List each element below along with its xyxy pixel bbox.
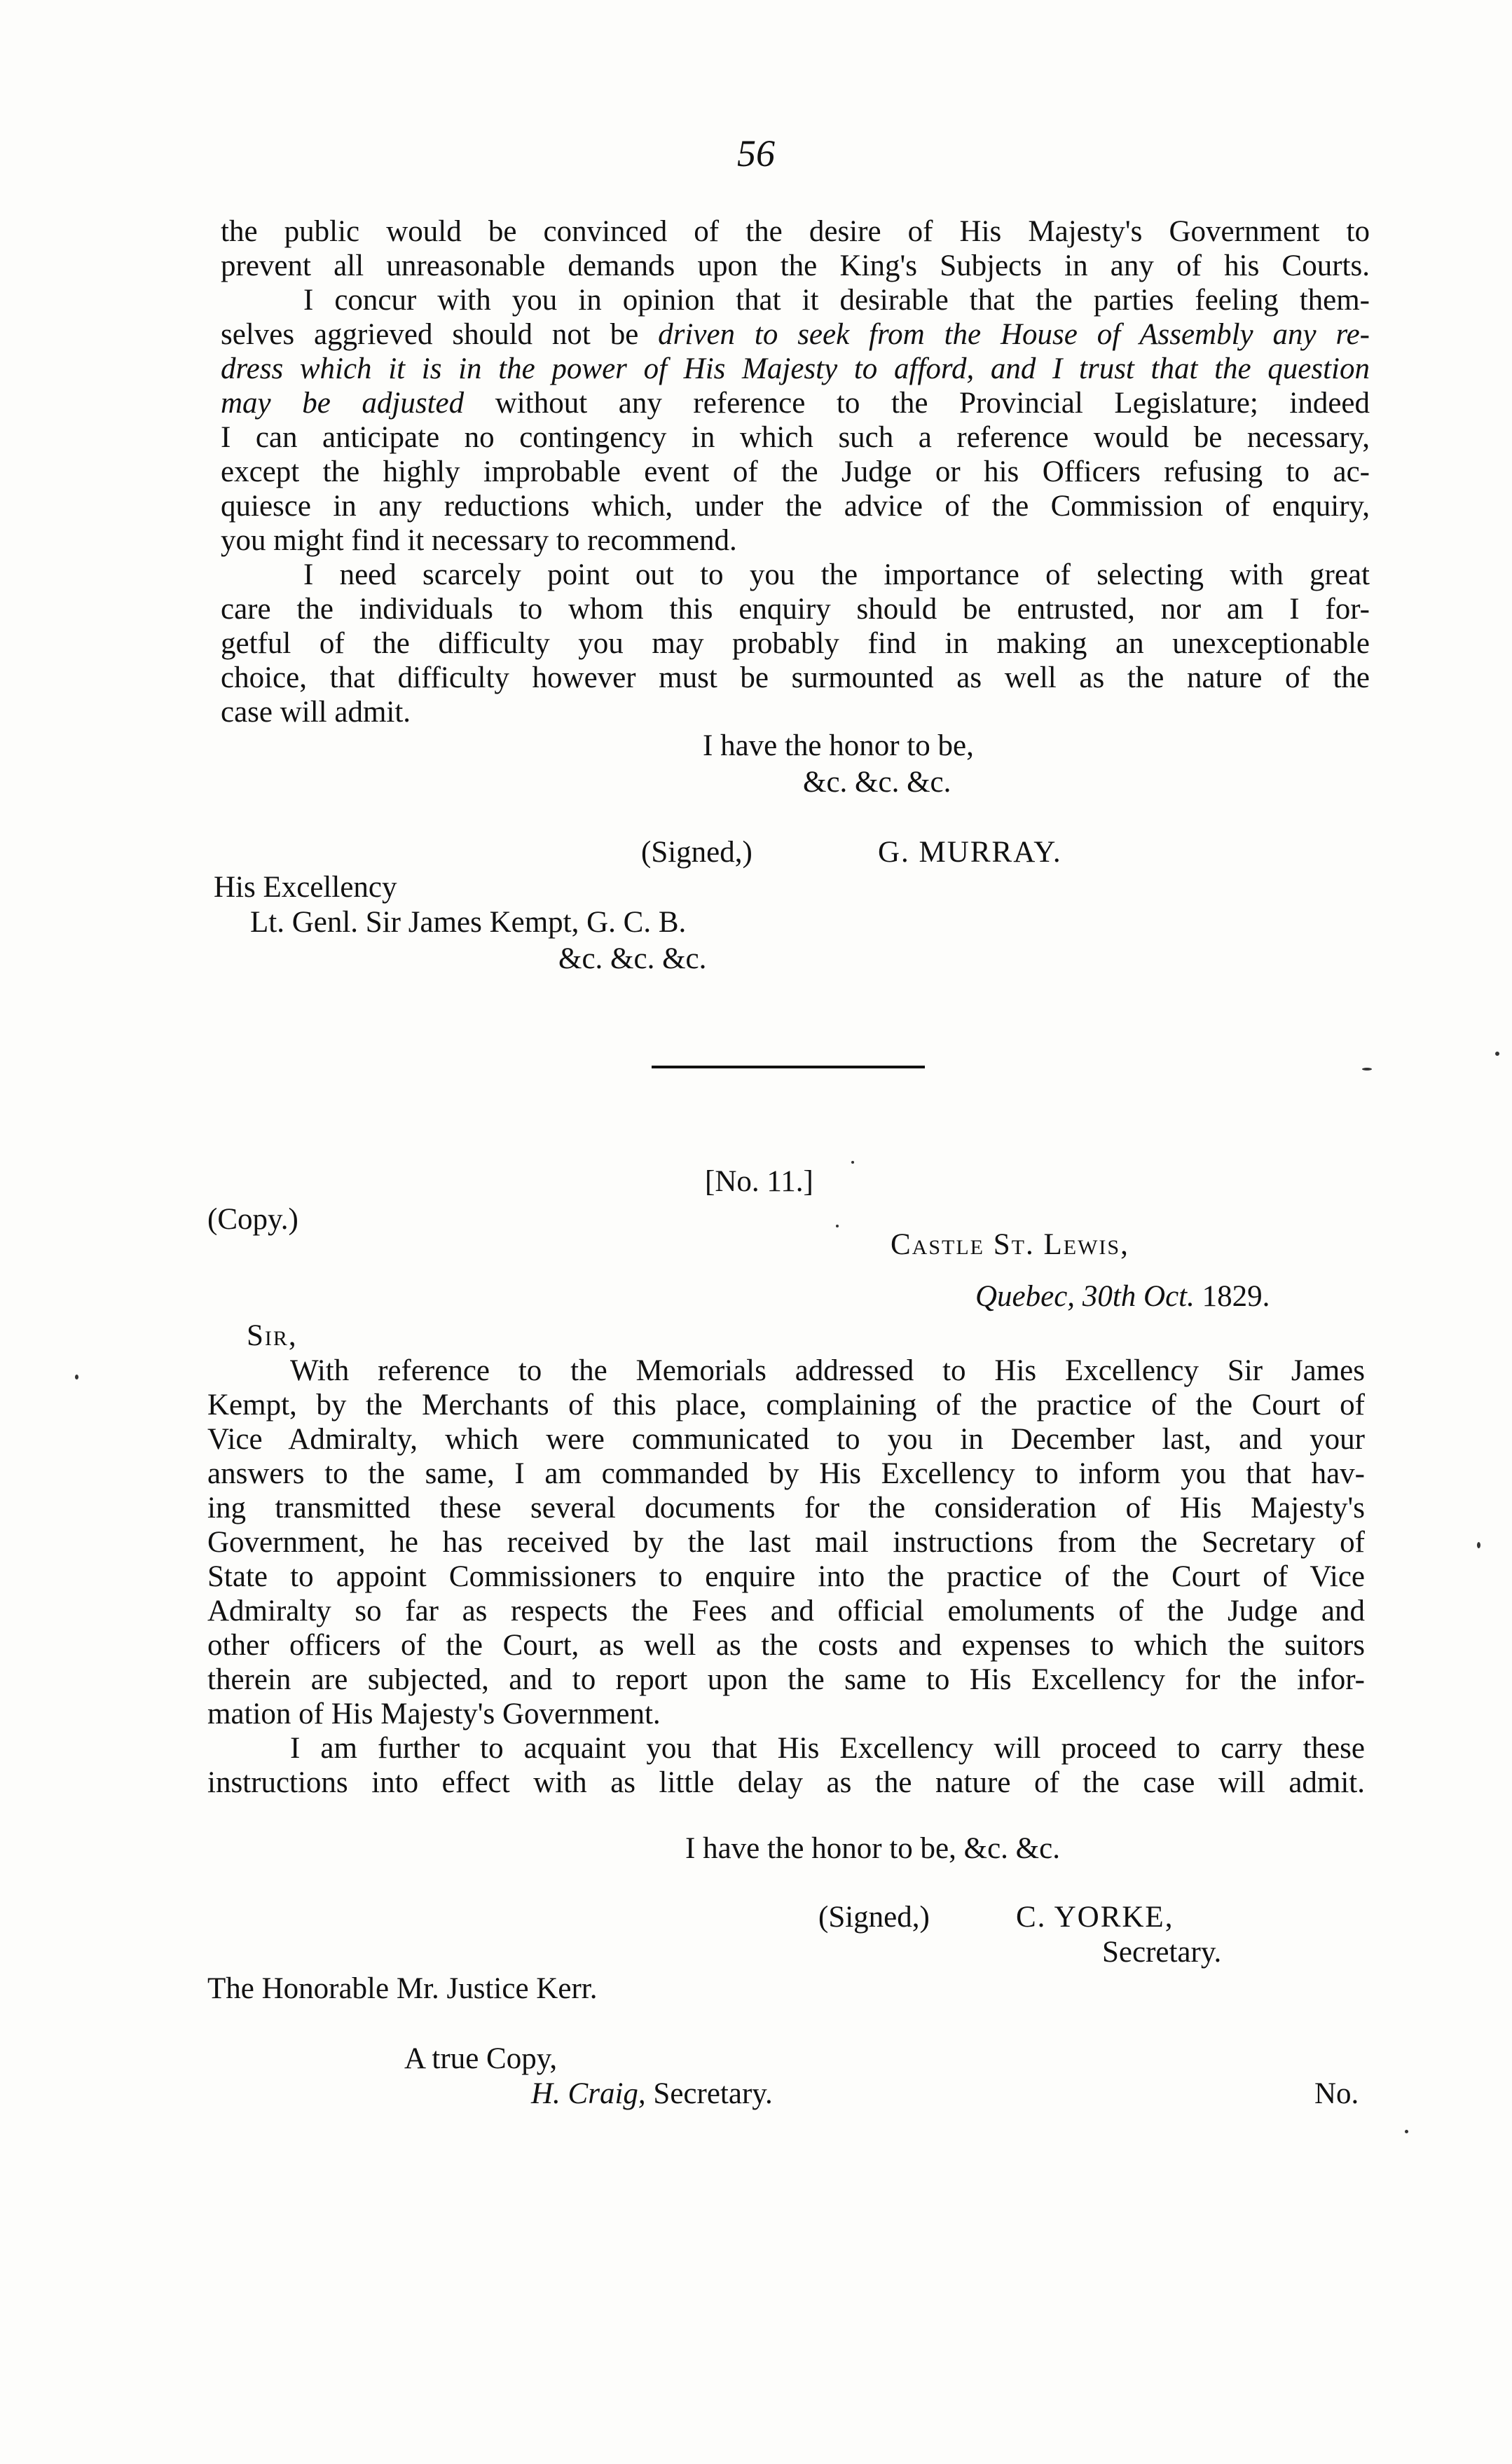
letter1-paragraph1 bbox=[221, 214, 1370, 283]
text-line: I need scarcely point out to you the importance of selecting with great bbox=[303, 558, 1370, 591]
closing-line: I have the honor to be, bbox=[703, 729, 974, 762]
text-line: I am further to acquaint you that His Excellency will proceed to carry these bbox=[290, 1732, 1365, 1765]
scan-speck bbox=[1362, 1068, 1372, 1071]
section-divider bbox=[652, 1066, 925, 1068]
scan-speck bbox=[851, 1161, 854, 1164]
text-line: mation of His Majesty's Government. bbox=[207, 1698, 661, 1730]
letter1-paragraph2 bbox=[221, 283, 1370, 558]
text-line: Admiralty so far as respects the Fees and official emoluments of the Judge and bbox=[207, 1595, 1365, 1627]
text-line bbox=[221, 386, 1370, 420]
date-place: Quebec, bbox=[975, 1280, 1075, 1313]
text-line: State to appoint Commissioners to enquire into the practice of the Court of Vice bbox=[207, 1560, 1365, 1593]
text-line: care the individuals to whom this enquiry should be entrusted, nor am I for- bbox=[221, 593, 1370, 626]
scan-speck bbox=[75, 1375, 78, 1379]
signed-label: (Signed,) bbox=[818, 1901, 930, 1934]
addressee-line: His Excellency bbox=[214, 871, 397, 904]
addressee-line: &c. &c. &c. bbox=[558, 942, 707, 975]
text-line: dress which it is in the power of His Majesty to afford, and I trust that the question bbox=[221, 352, 1370, 385]
signatory-name: G. MURRAY. bbox=[878, 836, 1062, 869]
text-line: therein are subjected, and to report upon the same to His Excellency for the infor- bbox=[207, 1663, 1365, 1696]
text-line: case will admit. bbox=[221, 696, 411, 729]
letter2-paragraph2 bbox=[207, 1731, 1365, 1800]
closing-line: I have the honor to be, &c. &c. bbox=[685, 1832, 1060, 1865]
true-copy-label: A true Copy, bbox=[404, 2042, 558, 2075]
letter2-paragraph1 bbox=[207, 1354, 1365, 1731]
signed-label: (Signed,) bbox=[641, 836, 752, 869]
text-line: Government, he has received by the last mail instructions from the Secretary of bbox=[207, 1526, 1365, 1559]
document-number: [No. 11.] bbox=[705, 1165, 813, 1198]
text-plain: without any reference to the Provincial Legislature; indeed bbox=[495, 387, 1370, 420]
salutation: Sir, bbox=[247, 1319, 298, 1352]
scan-speck bbox=[1405, 2130, 1408, 2133]
text-line: I concur with you in opinion that it desirable that the parties feeling them- bbox=[303, 284, 1370, 317]
letter-date bbox=[975, 1279, 1270, 1314]
addressee-line: The Honorable Mr. Justice Kerr. bbox=[207, 1972, 598, 2005]
letter-location: Castle St. Lewis, bbox=[891, 1228, 1129, 1261]
signatory-title: Secretary. bbox=[1102, 1936, 1222, 1969]
text-line: the public would be convinced of the desire of His Majesty's Government to bbox=[221, 215, 1370, 248]
copy-signatory-name: H. Craig, bbox=[531, 2077, 646, 2110]
text-italic: driven to seek from the House of Assembly any re- bbox=[658, 318, 1370, 351]
text-line: you might find it necessary to recommend. bbox=[221, 524, 737, 557]
text-italic: may be adjusted bbox=[221, 387, 465, 420]
text-line: Vice Admiralty, which were communicated to you in December last, and your bbox=[207, 1423, 1365, 1456]
text-line: other officers of the Court, as well as the costs and expenses to which the suitors bbox=[207, 1629, 1365, 1662]
addressee-line: Lt. Genl. Sir James Kempt, G. C. B. bbox=[250, 906, 687, 939]
text-line: choice, that difficulty however must be surmounted as well as the nature of the bbox=[221, 661, 1370, 694]
text-line: I can anticipate no contingency in which such a reference would be necessary, bbox=[221, 421, 1370, 454]
date-day: 30th Oct. bbox=[1082, 1280, 1195, 1313]
copy-label: (Copy.) bbox=[207, 1203, 298, 1236]
date-year: 1829. bbox=[1202, 1280, 1270, 1313]
text-line: ing transmitted these several documents for the consideration of His Majesty's bbox=[207, 1492, 1365, 1524]
text-plain: selves aggrieved should not be bbox=[221, 318, 639, 351]
page-number: 56 bbox=[737, 132, 775, 174]
text-line: instructions into effect with as little delay as the nature of the case will admit. bbox=[207, 1766, 1365, 1799]
text-line: With reference to the Memorials addressed to His Excellency Sir James bbox=[290, 1354, 1365, 1387]
copy-signature bbox=[531, 2077, 773, 2111]
scan-speck bbox=[836, 1225, 839, 1227]
text-line: prevent all unreasonable demands upon the King's Subjects in any of his Courts. bbox=[221, 249, 1370, 282]
scan-speck bbox=[1477, 1542, 1480, 1548]
text-line: getful of the difficulty you may probably find in making an unexceptionable bbox=[221, 627, 1370, 660]
catchword: No. bbox=[1314, 2077, 1359, 2110]
text-line: Kempt, by the Merchants of this place, complaining of the practice of the Court of bbox=[207, 1389, 1365, 1422]
text-line bbox=[221, 317, 1370, 352]
text-line: quiesce in any reductions which, under the advice of the Commission of enquiry, bbox=[221, 490, 1370, 523]
text-line: answers to the same, I am commanded by His Excellency to inform you that hav- bbox=[207, 1457, 1365, 1490]
text-line: except the highly improbable event of the Judge or his Officers refusing to ac- bbox=[221, 455, 1370, 488]
scan-speck bbox=[1495, 1052, 1499, 1056]
signatory-name: C. YORKE, bbox=[1016, 1901, 1174, 1934]
closing-etc: &c. &c. &c. bbox=[803, 766, 951, 799]
copy-signatory-title: Secretary. bbox=[653, 2077, 773, 2110]
letter1-paragraph3 bbox=[221, 558, 1370, 729]
